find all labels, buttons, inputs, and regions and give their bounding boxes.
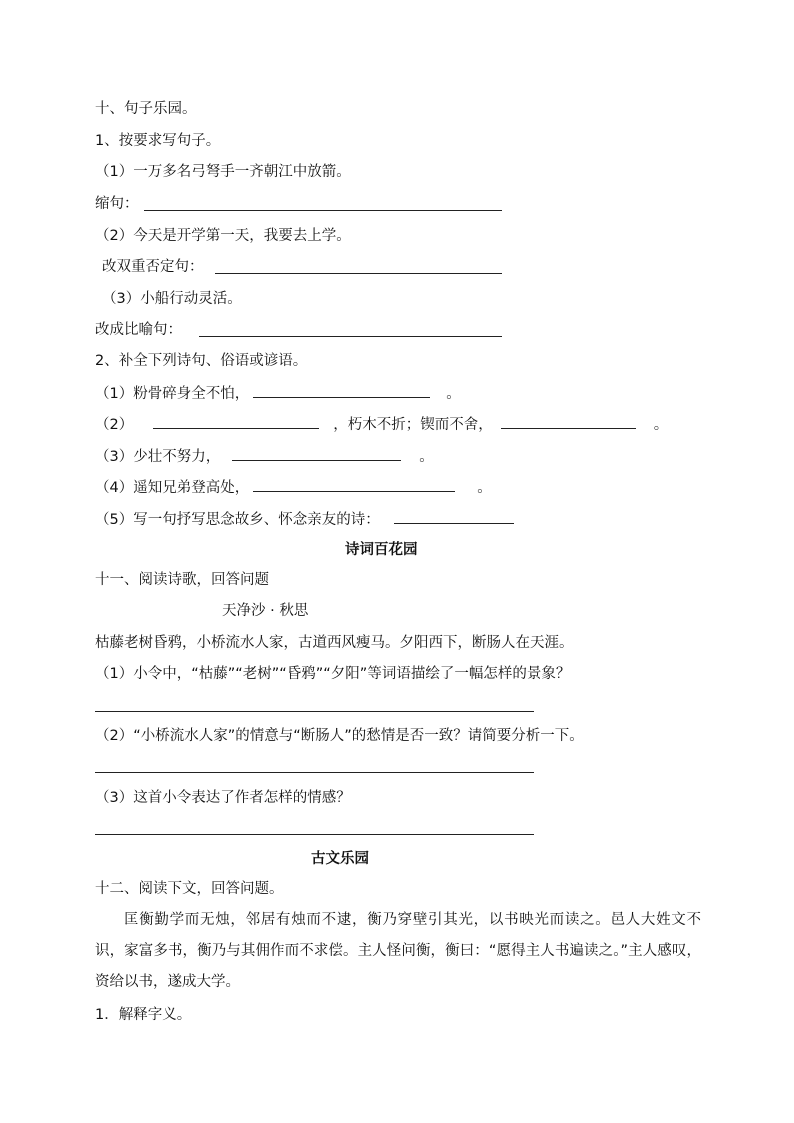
answer-line-poem-3[interactable]	[95, 834, 534, 835]
q1-sentence-2: （2）今天是开学第一天，我要去上学。	[95, 228, 351, 244]
q2-item-1-prefix: （1）粉骨碎身全不怕，	[95, 386, 250, 402]
classical-question-1: 1．解释字义。	[95, 1007, 192, 1023]
q1-prompt-metaphor: 改成比喻句：	[95, 322, 182, 338]
q1-title: 1、按要求写句子。	[95, 133, 221, 149]
q2-item-1	[95, 383, 461, 404]
section-10-title: 十、句子乐园。	[95, 101, 197, 117]
section-11-title: 十一、阅读诗歌，回答问题	[95, 572, 269, 588]
q2-item-4-suffix: 。	[477, 480, 492, 496]
poem-question-2: （2）“小桥流水人家”的情意与“断肠人”的愁情是否一致？请简要分析一下。	[95, 728, 584, 744]
answer-line-shorten[interactable]	[144, 210, 502, 211]
answer-line-poem-1[interactable]	[95, 711, 534, 712]
q2-item-1-blank[interactable]	[253, 383, 430, 398]
poem-title: 天净沙 · 秋思	[222, 603, 309, 619]
q2-title: 2、补全下列诗句、俗语或谚语。	[95, 353, 308, 369]
q2-item-3-suffix: 。	[419, 449, 434, 465]
q2-item-2-middle: ，朽木不折；锲而不舍，	[333, 417, 493, 433]
q2-item-3-blank[interactable]	[232, 446, 401, 461]
q2-item-4	[95, 477, 492, 498]
q2-item-5	[95, 509, 514, 530]
q2-item-2	[95, 414, 668, 435]
poem-question-3: （3）这首小令表达了作者怎样的情感？	[95, 790, 351, 806]
poem-question-1: （1）小令中，“枯藤”“老树”“昏鸦”“夕阳”等词语描绘了一幅怎样的景象？	[95, 666, 571, 682]
q2-item-4-blank[interactable]	[253, 477, 455, 492]
section-12-title: 十二、阅读下文，回答问题。	[95, 881, 284, 897]
q2-item-5-blank[interactable]	[394, 509, 514, 524]
q2-item-5-prefix: （5）写一句抒写思念故乡、怀念亲友的诗：	[95, 512, 380, 528]
poetry-heading: 诗词百花园	[345, 542, 418, 558]
q2-item-3	[95, 446, 434, 467]
q1-prompt-double-negative: 改双重否定句：	[102, 259, 204, 275]
q2-item-2-prefix: （2）	[95, 417, 134, 433]
classical-passage: 匡衡勤学而无烛，邻居有烛而不逮，衡乃穿壁引其光，以书映光而读之。邑人大姓文不识，家富多书，衡乃与其佣作而不求偿。主人怪问衡，衡曰：“愿得主人书遍读之。”主人感叹，资给以书，遂成大学。	[95, 912, 701, 990]
classical-heading: 古文乐园	[311, 851, 369, 867]
poem-text: 枯藤老树昏鸦，小桥流水人家，古道西风瘦马。夕阳西下，断肠人在天涯。	[95, 635, 574, 651]
q1-prompt-shorten: 缩句：	[95, 196, 139, 212]
q2-item-2-blank-2[interactable]	[501, 414, 636, 429]
q1-sentence-1: （1）一万多名弓弩手一齐朝江中放箭。	[95, 164, 351, 180]
answer-line-poem-2[interactable]	[95, 772, 534, 773]
q2-item-2-blank-1[interactable]	[153, 414, 319, 429]
q2-item-4-prefix: （4）遥知兄弟登高处，	[95, 480, 250, 496]
answer-line-metaphor[interactable]	[199, 336, 502, 337]
q2-item-3-prefix: （3）少壮不努力，	[95, 449, 221, 465]
q2-item-2-suffix: 。	[653, 417, 669, 433]
q1-sentence-3: （3）小船行动灵活。	[102, 291, 242, 307]
answer-line-double-negative[interactable]	[215, 273, 502, 274]
q2-item-1-suffix: 。	[446, 386, 461, 402]
